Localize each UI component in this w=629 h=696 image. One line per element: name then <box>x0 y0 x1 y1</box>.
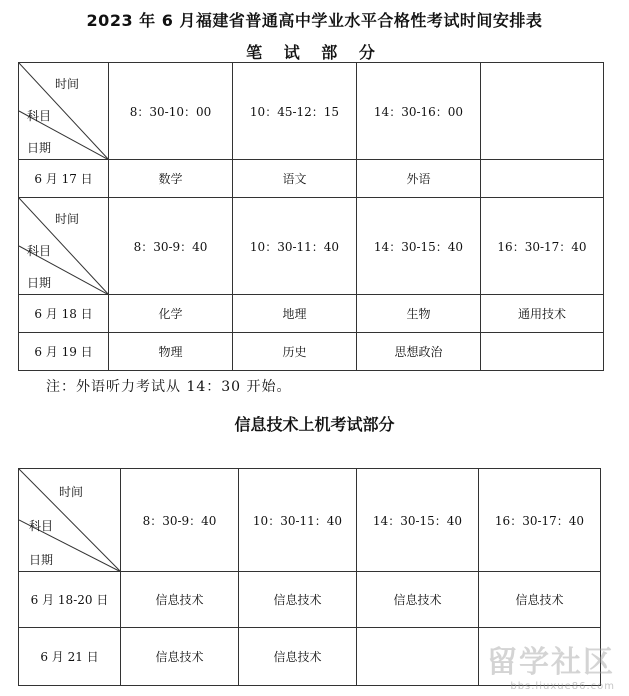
time-slot-header: 16：30-17：40 <box>479 469 601 572</box>
corner-subject-label: 科目 <box>27 244 52 258</box>
document-title: 2023 年 6 月福建省普通高中学业水平合格性考试时间安排表 <box>86 11 543 30</box>
table-row <box>19 295 604 333</box>
subject-cell: 信息技术 <box>479 572 601 628</box>
subject-cell: 历史 <box>233 333 357 371</box>
time-slot-header: 16：30-17：40 <box>481 198 604 295</box>
subject-cell <box>481 333 604 371</box>
time-slot-header <box>481 63 604 160</box>
corner-subject-label: 科目 <box>29 519 54 533</box>
table-row <box>19 469 601 572</box>
time-slot-header: 14：30-16：00 <box>357 63 481 160</box>
time-slot-header: 10：30-11：40 <box>233 198 357 295</box>
subject-cell: 通用技术 <box>481 295 604 333</box>
subject-cell: 思想政治 <box>357 333 481 371</box>
subject-cell: 外语 <box>357 160 481 198</box>
table-row <box>19 160 604 198</box>
watermark-url: bbs.liuxue86.com <box>510 681 615 692</box>
subject-cell: 语文 <box>233 160 357 198</box>
watermark-logo-text: 留学社区 <box>487 645 615 680</box>
corner-date-label: 日期 <box>29 553 54 567</box>
table-row <box>19 198 604 295</box>
corner-date-label: 日期 <box>27 141 52 155</box>
subject-cell: 物理 <box>109 333 233 371</box>
subject-cell: 信息技术 <box>357 572 479 628</box>
date-cell: 6 月 21 日 <box>19 628 121 686</box>
corner-header-cell <box>19 198 109 295</box>
corner-time-label: 时间 <box>55 212 80 226</box>
written-exam-table <box>18 62 604 371</box>
listening-test-note: 注：外语听力考试从 14：30 开始。 <box>46 379 292 395</box>
time-slot-header: 10：45-12：15 <box>233 63 357 160</box>
subject-cell <box>357 628 479 686</box>
corner-subject-label: 科目 <box>27 109 52 123</box>
time-slot-header: 8：30-9：40 <box>121 469 239 572</box>
corner-header-cell <box>19 63 109 160</box>
corner-time-label: 时间 <box>55 77 80 91</box>
date-cell: 6 月 17 日 <box>19 160 109 198</box>
time-slot-header: 8：30-10：00 <box>109 63 233 160</box>
corner-header-cell <box>19 469 121 572</box>
corner-date-label: 日期 <box>27 276 52 290</box>
subject-cell: 数学 <box>109 160 233 198</box>
site-watermark <box>487 637 615 692</box>
time-slot-header: 10：30-11：40 <box>239 469 357 572</box>
subject-cell: 信息技术 <box>121 572 239 628</box>
subject-cell: 信息技术 <box>121 628 239 686</box>
time-slot-header: 14：30-15：40 <box>357 198 481 295</box>
time-slot-header: 8：30-9：40 <box>109 198 233 295</box>
subject-cell <box>481 160 604 198</box>
subject-cell: 信息技术 <box>239 572 357 628</box>
date-cell: 6 月 19 日 <box>19 333 109 371</box>
date-cell: 6 月 18 日 <box>19 295 109 333</box>
date-cell: 6 月 18-20 日 <box>19 572 121 628</box>
table-row <box>19 572 601 628</box>
subject-cell: 化学 <box>109 295 233 333</box>
time-slot-header: 14：30-15：40 <box>357 469 479 572</box>
table-row <box>19 333 604 371</box>
written-section-heading: 笔 试 部 分 <box>246 43 383 62</box>
subject-cell: 信息技术 <box>239 628 357 686</box>
subject-cell: 地理 <box>233 295 357 333</box>
computer-section-heading: 信息技术上机考试部分 <box>234 415 395 434</box>
corner-time-label: 时间 <box>59 485 84 499</box>
subject-cell: 生物 <box>357 295 481 333</box>
table-row <box>19 63 604 160</box>
